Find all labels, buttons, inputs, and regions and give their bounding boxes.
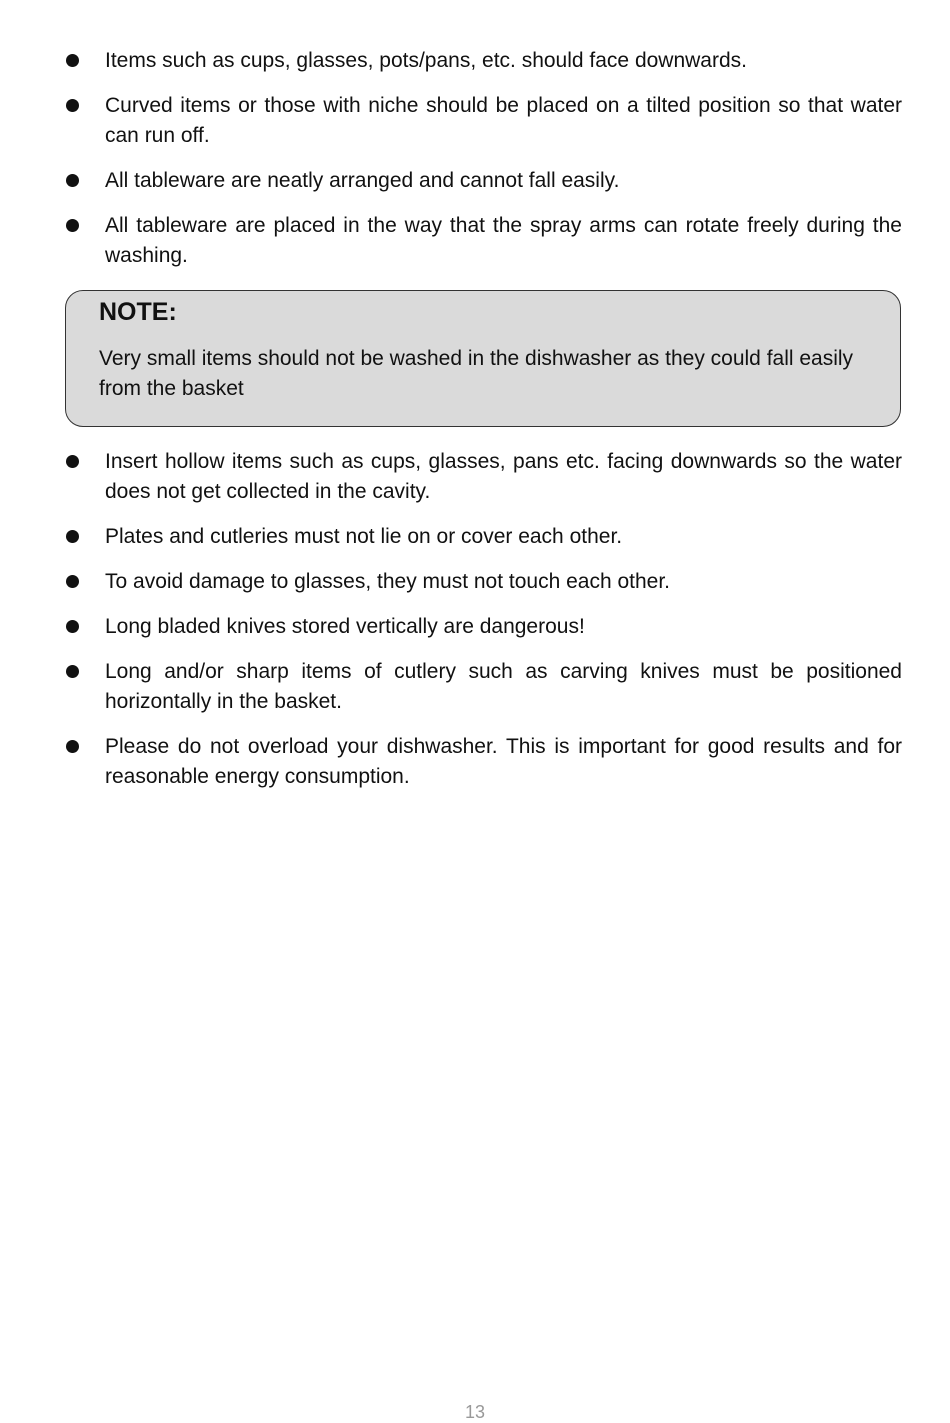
- list-item: [0, 166, 950, 196]
- list-item-text: Long and/or sharp items of cutlery such as carving knives must be positioned horizontally in the basket.: [105, 660, 902, 713]
- bullet-icon: [66, 575, 79, 588]
- list-item: [0, 91, 950, 151]
- placement-rules-list: [0, 447, 950, 807]
- list-item: [0, 522, 950, 552]
- list-item-text: Long bladed knives stored vertically are dangerous!: [105, 615, 585, 638]
- note-box: [65, 290, 901, 427]
- bullet-icon: [66, 455, 79, 468]
- list-item-text: Curved items or those with niche should be placed on a tilted position so that water can run off.: [105, 94, 902, 147]
- list-item: [0, 211, 950, 271]
- bullet-icon: [66, 665, 79, 678]
- bullet-icon: [66, 219, 79, 232]
- loading-tips-list: [0, 46, 950, 286]
- list-item: [0, 447, 950, 507]
- list-item: [0, 46, 950, 76]
- list-item-text: To avoid damage to glasses, they must not touch each other.: [105, 570, 671, 593]
- bullet-icon: [66, 99, 79, 112]
- list-item-text: Items such as cups, glasses, pots/pans, etc. should face downwards.: [105, 49, 747, 72]
- note-title: NOTE:: [99, 298, 177, 326]
- list-item-text: Please do not overload your dishwasher. This is important for good results and for reasonable energy consumption.: [105, 735, 902, 788]
- bullet-icon: [66, 530, 79, 543]
- bullet-icon: [66, 54, 79, 67]
- list-item: [0, 657, 950, 717]
- note-text: Very small items should not be washed in the dishwasher as they could fall easily from the basket: [99, 347, 854, 400]
- list-item-text: All tableware are placed in the way that the spray arms can rotate freely during the washing.: [105, 214, 902, 267]
- list-item-text: Plates and cutleries must not lie on or cover each other.: [105, 525, 623, 548]
- list-item: [0, 567, 950, 597]
- page-number: 13: [464, 1402, 486, 1422]
- bullet-icon: [66, 174, 79, 187]
- list-item-text: All tableware are neatly arranged and cannot fall easily.: [105, 169, 620, 192]
- bullet-icon: [66, 620, 79, 633]
- bullet-icon: [66, 740, 79, 753]
- list-item-text: Insert hollow items such as cups, glasses, pans etc. facing downwards so the water does not get collected in the cavity.: [105, 450, 902, 503]
- list-item: [0, 612, 950, 642]
- list-item: [0, 732, 950, 792]
